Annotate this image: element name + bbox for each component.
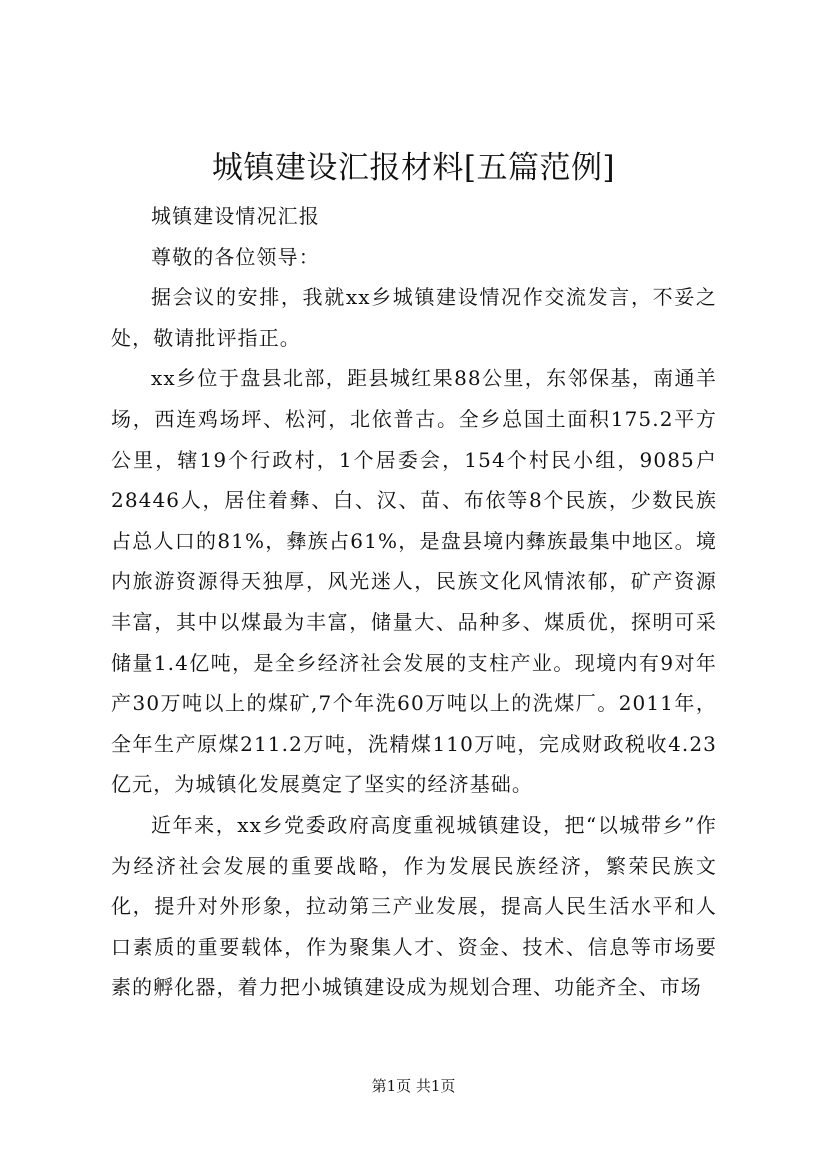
document-body bbox=[111, 196, 717, 1008]
document-subtitle: 城镇建设情况汇报 bbox=[151, 204, 320, 228]
paragraph-3: 近年来，xx乡党委政府高度重视城镇建设，把“以城带乡”作为经济社会发展的重要战略，作为发展民族经济，繁荣民族文化，提升对外形象，拉动第三产业发展，提高人民生活水平和人口素质的重要载体，作为聚集人才、资金、技术、信息等市场要素的孵化器，着力把小城镇建设成为规划合理、功能齐全、市场 bbox=[111, 812, 717, 1000]
paragraph-1: 据会议的安排，我就xx乡城镇建设情况作交流发言，不妥之处，敬请批评指正。 bbox=[111, 285, 717, 350]
paragraph-2: xx乡位于盘县北部，距县城红果88公里，东邻保基，南通羊场，西连鸡场坪、松河，北依普古。全乡总国土面积175.2平方公里，辖19个行政村，1个居委会，154个村民小组，9085户28446人，居住着彝、白、汉、苗、布依等8个民族，少数民族占总人口的81%，彝族占61%，是盘县境内彝族最集中地区。境内旅游资源得天独厚，风光迷人，民族文化风情浓郁，矿产资源丰富，其中以煤最为丰富，储量大、品种多、煤质优，探明可采储量1.4亿吨，是全乡经济社会发展的支柱产业。现境内有9对年产30万吨以上的煤矿,7个年洗60万吨以上的洗煤厂。2011年，全年生产原煤211.2万吨，洗精煤110万吨，完成财政税收4.23亿元，为城镇化发展奠定了坚实的经济基础。 bbox=[111, 366, 717, 797]
document-title: 城镇建设汇报材料[五篇范例] bbox=[211, 150, 616, 186]
salutation: 尊敬的各位领导： bbox=[151, 244, 320, 269]
page-number: 第1页 共1页 bbox=[371, 1077, 456, 1095]
